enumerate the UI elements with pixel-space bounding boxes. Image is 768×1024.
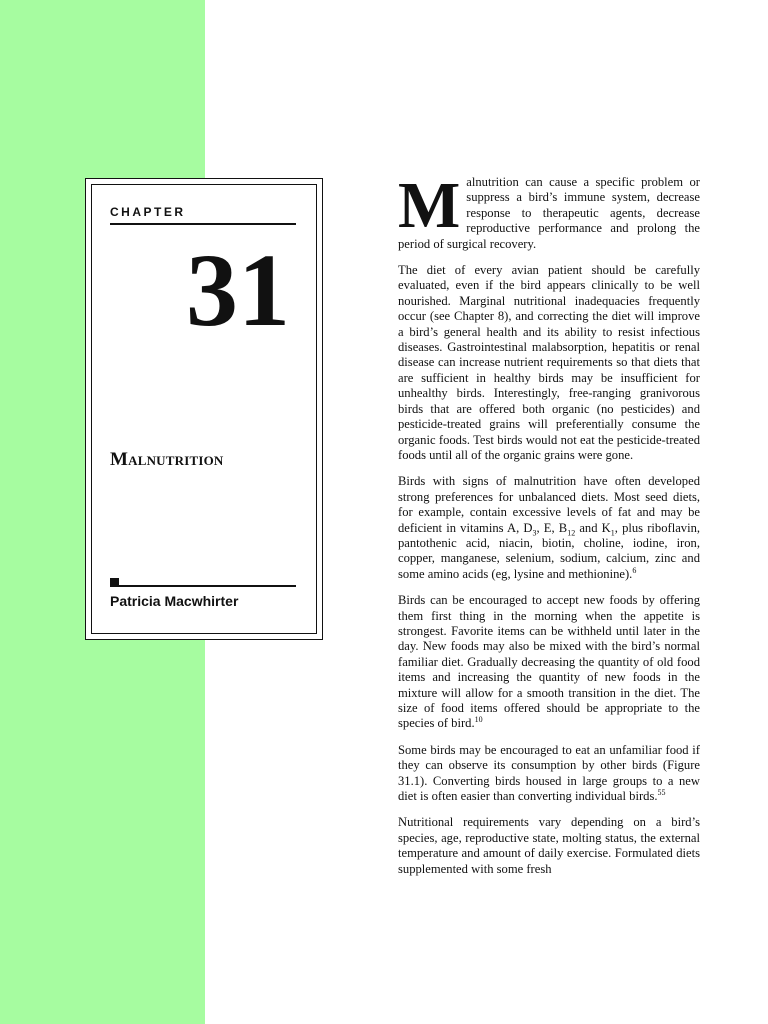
paragraph-2: The diet of every avian patient should be carefully evaluated, even if the bird appears clinically to be well nourished. Marginal nutritional inadequacies frequently occur (see Chapter 8), and correcting the diet will improve a bird’s general health and its ability to resist infectious diseases. Gastrointestinal malabsorption, hepatitis or renal disease can increase nutrient requirements so that diets that are sufficient in healthy birds may be insufficient for unhealthy birds. Interestingly, free-ranging granivorous birds that are offered both organic (no pesticides) and pesticide-treated grains will preferentially consume the organic foods. Test birds would not eat the pesticide-treated foods until all of the organic grains were gone. <box>398 263 700 462</box>
paragraph-3-part-c: and K <box>575 520 611 535</box>
paragraph-4 <box>398 593 700 732</box>
paragraph-3-part-a: Birds with signs of malnutrition have often developed strong preferences for unbalanced diets. Most seed diets, for example, contain excessive levels of fat and may be deficient in vitamins A, D <box>398 474 700 535</box>
reference-6: 6 <box>632 565 637 575</box>
chapter-title: Malnutrition <box>110 449 224 470</box>
chapter-title-box-inner <box>91 184 317 634</box>
paragraph-5 <box>398 743 700 805</box>
paragraph-1 <box>398 169 700 252</box>
paragraph-5-text: Some birds may be encouraged to eat an unfamiliar food if they can observe its consumption by other birds (Figure 31.1). Converting birds housed in large groups to a new diet is often easier than converting individual birds. <box>398 742 700 804</box>
subscript-b12: 12 <box>567 528 576 538</box>
paragraph-3-part-d: , plus riboflavin, pantothenic acid, niacin, biotin, choline, iodine, iron, copper, manganese, selenium, sodium, calcium, zinc and some amino acids (eg, lysine and methionine). <box>398 520 701 581</box>
author-name: Patricia Macwhirter <box>110 593 239 609</box>
chapter-rule <box>110 223 296 225</box>
chapter-label: CHAPTER <box>110 205 186 219</box>
paragraph-3-part-b: , E, B <box>536 520 568 535</box>
subscript-k1: 1 <box>610 528 615 538</box>
paragraph-6: Nutritional requirements vary depending on a bird’s species, age, reproductive state, molting status, the external temperature and amount of daily exercise. Formulated diets supplemented with some fresh <box>398 815 700 876</box>
reference-10: 10 <box>474 715 483 725</box>
paragraph-3 <box>398 474 700 582</box>
chapter-number: 31 <box>186 233 290 348</box>
paragraph-1-text: alnutrition can cause a specific problem or suppress a bird’s immune system, decrease response to therapeutic agents, decrease reproductive performance and prolong the period of surgical recovery. <box>398 175 700 251</box>
chapter-title-box <box>85 178 323 640</box>
body-text <box>398 169 701 888</box>
drop-cap: M <box>398 169 461 242</box>
author-rule <box>110 585 296 587</box>
paragraph-4-text: Birds can be encouraged to accept new foods by offering them first thing in the morning when the appetite is strongest. Favorite items can be withheld until later in the day. New foods may also be mixed with the bird’s normal familiar diet. Gradually decreasing the quantity of old food items and increasing the quantity of new foods in the mixture will allow for a smooth transition in the diet. The size of food items offered should be appropriate to the species of bird. <box>398 593 700 731</box>
subscript-d3: 3 <box>532 528 537 538</box>
reference-55: 55 <box>657 787 666 797</box>
